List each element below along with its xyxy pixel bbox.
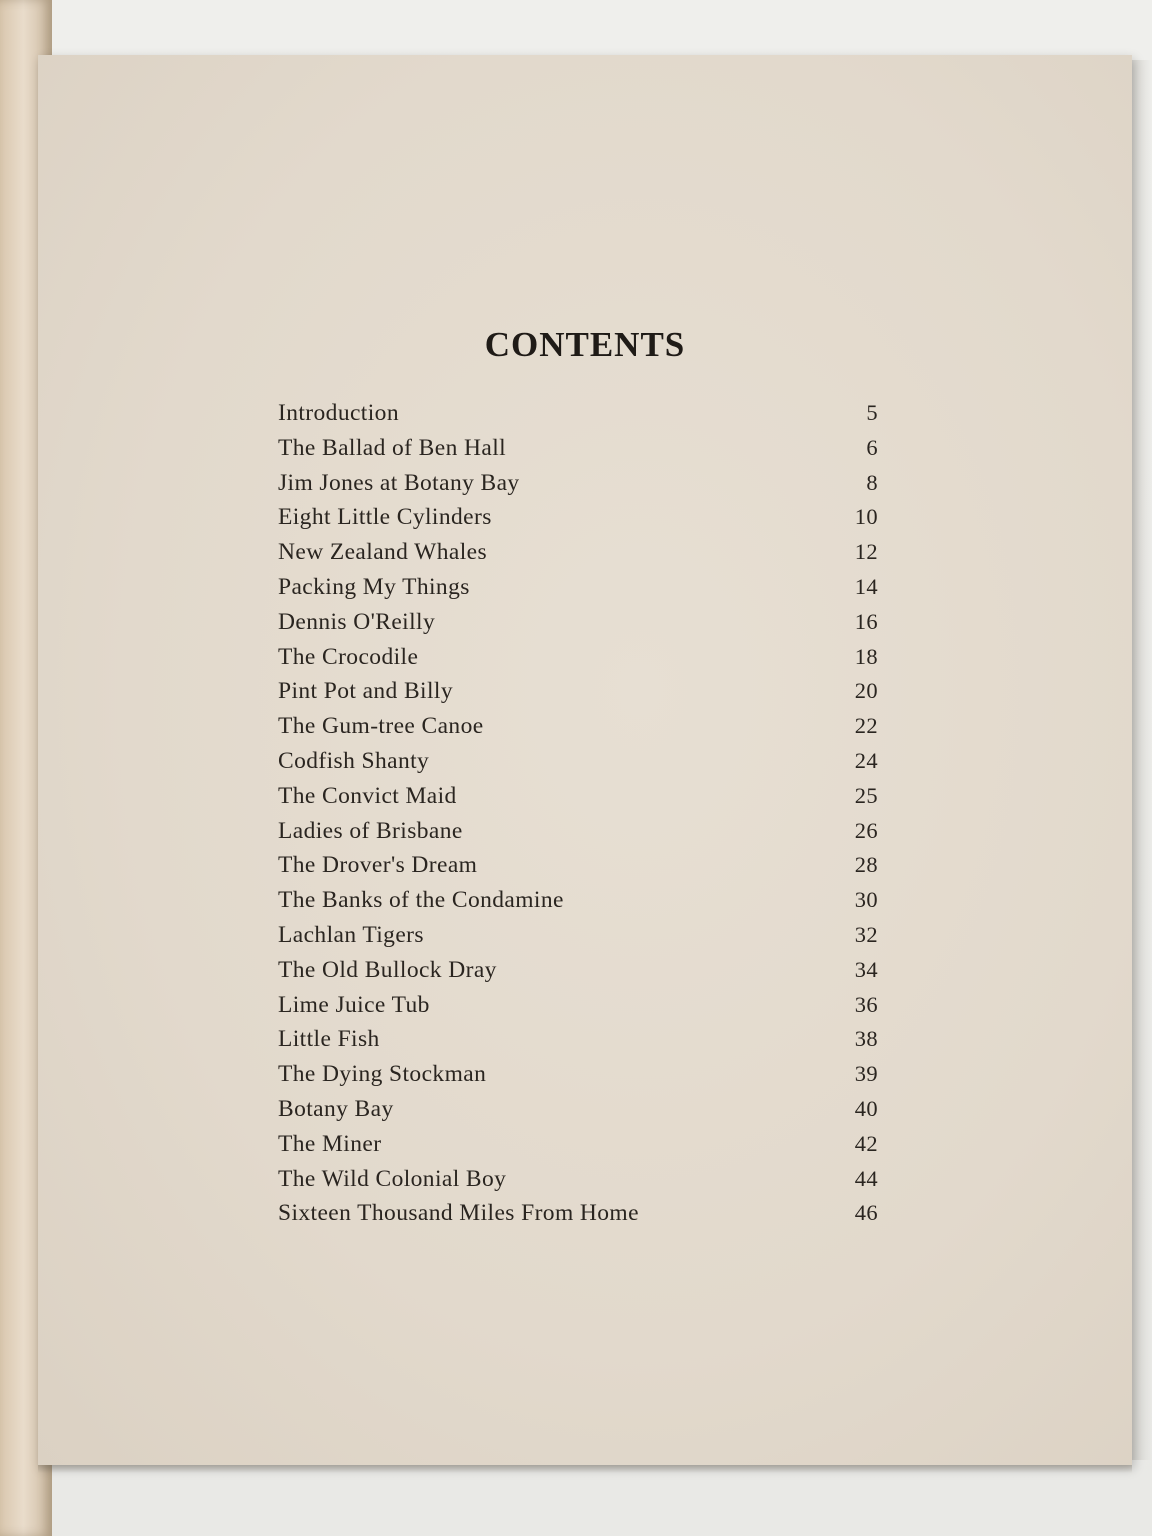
entry-page: 6 (866, 434, 878, 460)
entry-page: 40 (854, 1095, 878, 1121)
entry-title: The Crocodile (278, 643, 419, 670)
contents-entry (278, 1166, 878, 1201)
contents-entry (278, 504, 878, 539)
entry-title: Introduction (278, 400, 399, 426)
contents-entry (278, 1061, 878, 1096)
entry-page: 14 (854, 573, 878, 599)
contents-entry (278, 783, 878, 818)
entry-title: Jim Jones at Botany Bay (278, 469, 520, 496)
entry-title: The Banks of the Condamine (278, 887, 564, 914)
entry-page: 39 (854, 1061, 878, 1087)
entry-title: The Convict Maid (278, 782, 457, 809)
entry-page: 18 (854, 643, 878, 669)
contents-entry (278, 818, 878, 853)
entry-page: 26 (854, 817, 878, 843)
contents-entry (278, 713, 878, 748)
entry-title: Lime Juice Tub (278, 991, 430, 1018)
entry-page: 30 (854, 887, 878, 913)
entry-title: The Gum-tree Canoe (278, 713, 484, 740)
entry-page: 44 (854, 1165, 878, 1191)
contents-entry (278, 644, 878, 679)
entry-page: 5 (866, 400, 878, 425)
entry-title: Eight Little Cylinders (278, 504, 492, 531)
entry-title: Sixteen Thousand Miles From Home (278, 1200, 639, 1227)
contents-entry (278, 957, 878, 992)
contents-entry (278, 748, 878, 783)
contents-entry (278, 539, 878, 574)
entry-page: 8 (866, 469, 878, 495)
entry-page: 38 (854, 1026, 878, 1052)
contents-entry (278, 1200, 878, 1235)
entry-title: Pint Pot and Billy (278, 678, 453, 705)
contents-entry (278, 887, 878, 922)
contents-entry (278, 574, 878, 609)
page-bottom-shadow (38, 1465, 1132, 1473)
page-title: CONTENTS (484, 325, 686, 364)
entry-page: 20 (854, 678, 878, 704)
entry-title: The Miner (278, 1130, 382, 1157)
contents-entry (278, 1096, 878, 1131)
contents-entry (278, 922, 878, 957)
contents-entry (278, 852, 878, 887)
contents-entry (278, 609, 878, 644)
entry-page: 32 (854, 921, 878, 947)
entry-title: The Wild Colonial Boy (278, 1165, 507, 1192)
entry-title: The Dying Stockman (278, 1061, 487, 1088)
contents-entry (278, 400, 878, 435)
entry-page: 22 (854, 713, 878, 739)
entry-title: Ladies of Brisbane (278, 817, 463, 844)
entry-page: 24 (854, 747, 878, 773)
entry-title: Botany Bay (278, 1095, 394, 1122)
entry-title: The Old Bullock Dray (278, 956, 497, 983)
contents-list (278, 400, 878, 1235)
entry-title: Lachlan Tigers (278, 921, 424, 948)
entry-title: Little Fish (278, 1026, 380, 1053)
entry-title: Codfish Shanty (278, 747, 430, 774)
entry-page: 25 (854, 782, 878, 808)
entry-title: The Drover's Dream (278, 852, 478, 879)
contents-entry (278, 992, 878, 1027)
entry-page: 46 (854, 1200, 878, 1226)
entry-title: Packing My Things (278, 573, 470, 600)
entry-page: 34 (854, 956, 878, 982)
entry-page: 36 (854, 991, 878, 1017)
entry-title: Dennis O'Reilly (278, 608, 436, 635)
entry-page: 12 (854, 539, 878, 565)
contents-entry (278, 1131, 878, 1166)
entry-page: 28 (854, 852, 878, 878)
entry-page: 10 (854, 504, 878, 530)
contents-entry (278, 678, 878, 713)
book-page (38, 55, 1132, 1465)
entry-title: The Ballad of Ben Hall (278, 434, 507, 461)
contents-entry (278, 470, 878, 505)
contents-entry (278, 435, 878, 470)
entry-page: 16 (854, 608, 878, 634)
entry-page: 42 (854, 1130, 878, 1156)
entry-title: New Zealand Whales (278, 539, 488, 566)
contents-entry (278, 1026, 878, 1061)
